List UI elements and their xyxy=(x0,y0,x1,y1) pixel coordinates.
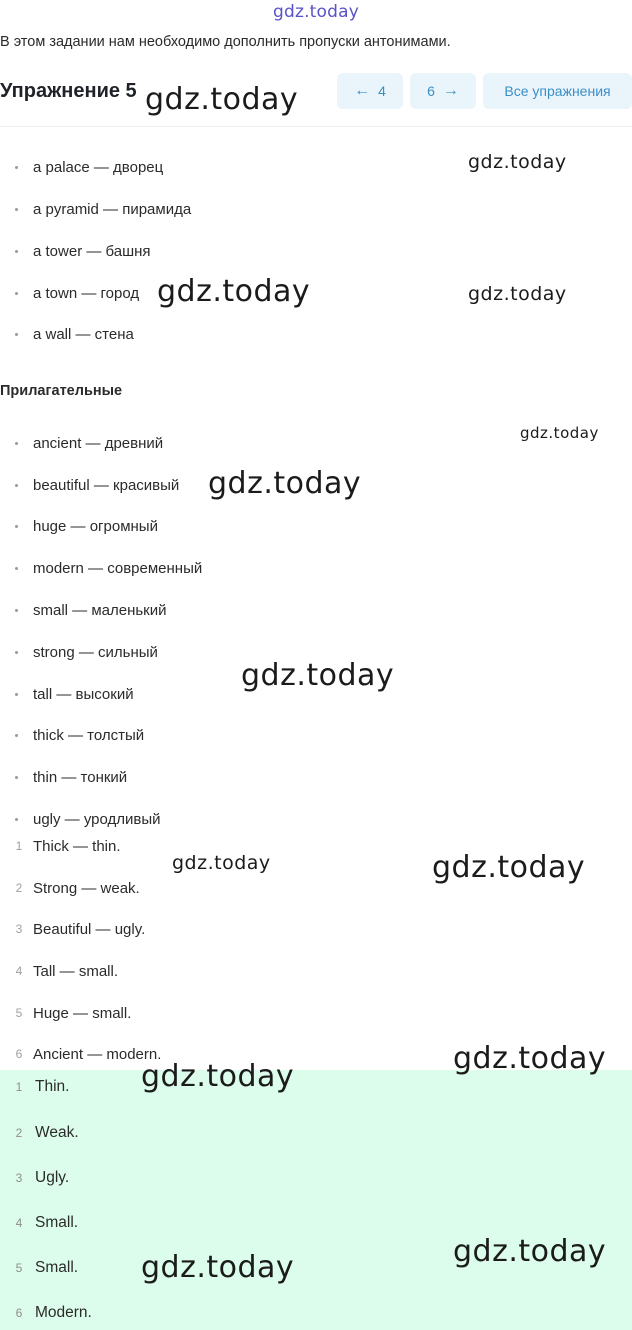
list-item-text: a palace — дворец xyxy=(33,158,164,176)
list-item-text: Strong — weak. xyxy=(33,879,140,897)
watermark: gdz.today xyxy=(432,850,586,885)
watermark: gdz.today xyxy=(468,151,567,173)
arrow-right-icon: → xyxy=(442,82,459,99)
answer-text: Thin. xyxy=(35,1078,70,1095)
bullet-dot xyxy=(15,484,18,487)
list-item-text: Beautiful — ugly. xyxy=(33,920,146,938)
item-number: 4 xyxy=(15,1216,23,1230)
list-item-text: ugly — уродливый xyxy=(33,810,161,828)
prev-exercise-label: 4 xyxy=(378,83,386,99)
watermark: gdz.today xyxy=(453,1234,607,1269)
item-number: 6 xyxy=(15,1306,23,1320)
list-item-text: a town — город xyxy=(33,284,140,302)
bullet-dot xyxy=(15,333,18,336)
bullet-dot xyxy=(15,567,18,570)
all-exercises-label: Все упражнения xyxy=(504,83,611,99)
site-brand-logo[interactable]: gdz.today xyxy=(272,2,360,22)
bullet-dot xyxy=(15,776,18,779)
list-item-text: modern — современный xyxy=(33,559,203,577)
all-exercises-button[interactable] xyxy=(483,73,632,109)
list-item-text: beautiful — красивый xyxy=(33,476,180,494)
item-number: 3 xyxy=(15,922,23,936)
item-number: 4 xyxy=(15,964,23,978)
watermark: gdz.today xyxy=(141,1059,295,1094)
item-number: 5 xyxy=(15,1006,23,1020)
adjectives-heading: Прилагательные xyxy=(0,383,123,399)
answer-text: Weak. xyxy=(35,1124,79,1141)
watermark: gdz.today xyxy=(145,82,299,117)
watermark: gdz.today xyxy=(208,466,362,501)
item-number: 2 xyxy=(15,881,23,895)
item-number: 3 xyxy=(15,1171,23,1185)
item-number: 1 xyxy=(15,839,23,853)
list-item-text: thick — толстый xyxy=(33,726,145,744)
list-item-text: a pyramid — пирамида xyxy=(33,200,192,218)
bullet-dot xyxy=(15,609,18,612)
watermark: gdz.today xyxy=(468,283,567,305)
answer-text: Modern. xyxy=(35,1304,92,1321)
next-exercise-label: 6 xyxy=(427,83,435,99)
item-number: 6 xyxy=(15,1047,23,1061)
task-intro-text: В этом задании нам необходимо дополнить пропуски антонимами. xyxy=(0,34,451,50)
list-item-text: small — маленький xyxy=(33,601,167,619)
item-number: 2 xyxy=(15,1126,23,1140)
bullet-dot xyxy=(15,292,18,295)
bullet-dot xyxy=(15,442,18,445)
list-item-text: Huge — small. xyxy=(33,1004,132,1022)
list-item-text: a wall — стена xyxy=(33,325,134,343)
answer-text: Small. xyxy=(35,1214,79,1231)
answer-text: Small. xyxy=(35,1259,79,1276)
bullet-dot xyxy=(15,525,18,528)
list-item-text: Tall — small. xyxy=(33,962,119,980)
list-item-text: Ancient — modern. xyxy=(33,1045,162,1063)
bullet-dot xyxy=(15,250,18,253)
bullet-dot xyxy=(15,734,18,737)
list-item-text: tall — высокий xyxy=(33,685,134,703)
bullet-dot xyxy=(15,818,18,821)
exercise-title: Упражнение 5 xyxy=(0,80,137,102)
bullet-dot xyxy=(15,651,18,654)
watermark: gdz.today xyxy=(241,658,395,693)
item-number: 1 xyxy=(15,1080,23,1094)
bullet-dot xyxy=(15,208,18,211)
list-item-text: a tower — башня xyxy=(33,242,151,260)
watermark: gdz.today xyxy=(172,852,271,874)
watermark: gdz.today xyxy=(157,274,311,309)
bullet-dot xyxy=(15,166,18,169)
bullet-dot xyxy=(15,693,18,696)
list-item-text: ancient — древний xyxy=(33,434,164,452)
list-item-text: thin — тонкий xyxy=(33,768,128,786)
watermark: gdz.today xyxy=(520,424,599,442)
prev-exercise-button[interactable] xyxy=(337,73,403,109)
next-exercise-button[interactable] xyxy=(410,73,476,109)
header-divider xyxy=(0,126,632,127)
watermark: gdz.today xyxy=(453,1041,607,1076)
list-item-text: strong — сильный xyxy=(33,643,158,661)
answer-text: Ugly. xyxy=(35,1169,70,1186)
item-number: 5 xyxy=(15,1261,23,1275)
answers-panel xyxy=(0,1070,632,1330)
list-item-text: Thick — thin. xyxy=(33,837,121,855)
list-item-text: huge — огромный xyxy=(33,517,158,535)
watermark: gdz.today xyxy=(141,1250,295,1285)
arrow-left-icon: ← xyxy=(354,82,371,99)
